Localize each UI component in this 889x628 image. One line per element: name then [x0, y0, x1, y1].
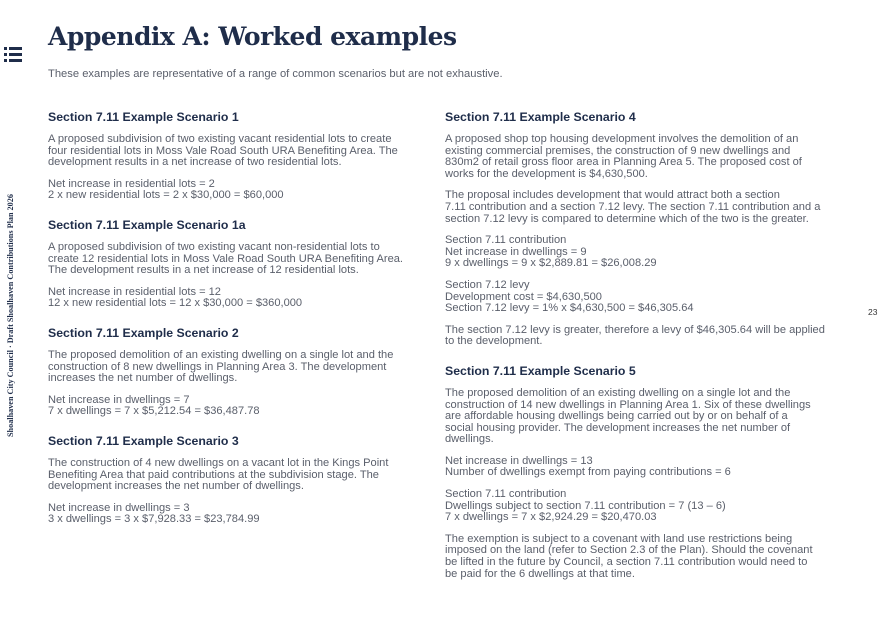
right-column	[445, 110, 840, 596]
text-line: Section 7.11 contribution	[445, 488, 567, 501]
section-paragraph	[445, 235, 840, 270]
text-line: The development results in a net increase of 12 residential lots.	[48, 264, 359, 277]
section-paragraph	[445, 388, 840, 446]
text-line: Number of dwellings exempt from paying contributions = 6	[445, 466, 731, 479]
section-paragraph	[445, 134, 840, 180]
text-line: 7 x dwellings = 7 x $5,212.54 = $36,487.78	[48, 405, 260, 418]
text-line: 830m2 of retail gross floor area in Planning Area 5. The proposed cost of	[445, 156, 802, 169]
text-line: Net increase in dwellings = 13	[445, 454, 593, 467]
text-line: Net increase in dwellings = 7	[48, 393, 190, 406]
section-heading: Section 7.11 Example Scenario 1a	[48, 217, 246, 232]
text-line: increases the net number of dwellings.	[48, 372, 238, 385]
text-line: Net increase in residential lots = 2	[48, 177, 215, 190]
text-line: Net increase in residential lots = 12	[48, 285, 221, 298]
list-icon-dot	[4, 59, 7, 62]
text-line: be lifted in the future by Council, a section 7.11 contribution would need to	[445, 556, 808, 569]
example-section	[445, 364, 840, 580]
example-section	[48, 434, 426, 526]
text-line: works for the development is $4,630,500.	[445, 167, 648, 180]
text-line: section 7.12 levy is compared to determine which of the two is the greater.	[445, 212, 809, 225]
text-line: The proposal includes development that would attract both a section	[445, 189, 780, 202]
text-line: be paid for the 6 dwellings at that time.	[445, 567, 635, 580]
text-line: 12 x new residential lots = 12 x $30,000 = $360,000	[48, 297, 303, 310]
text-line: 9 x dwellings = 9 x $2,889.81 = $26,008.29	[445, 257, 657, 270]
text-line: The proposed demolition of an existing dwelling on a single lot and the	[48, 348, 394, 361]
text-line: existing commercial premises, the construction of 9 new dwellings and	[445, 144, 791, 157]
section-paragraph	[48, 503, 426, 526]
text-line: are affordable housing dwellings being carried out by or on behalf of a	[445, 410, 788, 423]
text-line: Dwellings subject to section 7.11 contribution = 7 (13 – 6)	[445, 499, 726, 512]
section-heading: Section 7.11 Example Scenario 3	[48, 433, 239, 448]
section-heading: Section 7.11 Example Scenario 2	[48, 325, 239, 340]
page-title: Appendix A: Worked examples	[48, 22, 457, 51]
section-paragraph	[48, 242, 426, 277]
section-heading: Section 7.11 Example Scenario 5	[445, 363, 636, 378]
page-number: 23	[868, 307, 878, 317]
example-section	[48, 110, 426, 202]
list-icon-dot	[4, 53, 7, 56]
text-line: 7.11 contribution and a section 7.12 levy. The section 7.11 contribution and a	[445, 200, 821, 213]
left-column	[48, 110, 426, 542]
section-paragraph	[445, 280, 840, 315]
text-line: four residential lots in Moss Vale Road South URA Benefiting Area. The	[48, 144, 398, 157]
text-line: development increases the net number of dwellings.	[48, 480, 304, 493]
section-paragraph	[48, 287, 426, 310]
text-line: Section 7.12 levy = 1% x $4,630,500 = $46,305.64	[445, 302, 694, 315]
text-line: Section 7.12 levy	[445, 278, 530, 291]
text-line: 3 x dwellings = 3 x $7,928.33 = $23,784.99	[48, 513, 260, 526]
text-line: Section 7.11 contribution	[445, 234, 567, 247]
list-icon-bar	[9, 53, 22, 56]
list-icon[interactable]	[4, 46, 22, 62]
section-paragraph	[445, 489, 840, 524]
text-line: construction of 8 new dwellings in Planning Area 3. The development	[48, 360, 387, 373]
section-paragraph	[48, 395, 426, 418]
text-line: imposed on the land (refer to Section 2.3 of the Plan). Should the covenant	[445, 544, 813, 557]
example-section	[48, 326, 426, 418]
section-paragraph	[445, 456, 840, 479]
text-line: 7 x dwellings = 7 x $2,924.29 = $20,470.03	[445, 511, 657, 524]
text-line: to the development.	[445, 335, 543, 348]
text-line: 2 x new residential lots = 2 x $30,000 = $60,000	[48, 189, 284, 202]
running-title: Shoalhaven City Council · Draft Shoalhaven Contributions Plan 2026	[6, 194, 15, 437]
section-paragraph	[48, 179, 426, 202]
example-section	[48, 218, 426, 310]
section-paragraph	[48, 458, 426, 493]
section-paragraph	[445, 190, 840, 225]
text-line: A proposed subdivision of two existing vacant residential lots to create	[48, 133, 392, 145]
text-line: Development cost = $4,630,500	[445, 290, 602, 303]
text-line: create 12 residential lots in Moss Vale Road South URA Benefiting Area.	[48, 252, 403, 265]
section-paragraph	[445, 534, 840, 580]
text-line: The proposed demolition of an existing dwelling on a single lot and the	[445, 386, 791, 399]
text-line: A proposed subdivision of two existing vacant non-residential lots to	[48, 240, 380, 253]
text-line: The construction of 4 new dwellings on a vacant lot in the Kings Point	[48, 456, 389, 469]
section-heading: Section 7.11 Example Scenario 1	[48, 110, 239, 124]
text-line: construction of 14 new dwellings in Planning Area 1. Six of these dwellings	[445, 398, 811, 411]
text-line: social housing provider. The development increases the net number of	[445, 421, 791, 434]
list-icon-bar	[9, 59, 22, 62]
section-heading: Section 7.11 Example Scenario 4	[445, 110, 636, 124]
section-paragraph	[48, 134, 426, 169]
text-line: development results in a net increase of two residential lots.	[48, 156, 342, 169]
text-line: The exemption is subject to a covenant with land use restrictions being	[445, 532, 793, 545]
text-line: A proposed shop top housing development involves the demolition of an	[445, 133, 799, 145]
text-line: Net increase in dwellings = 9	[445, 245, 587, 258]
text-line: Net increase in dwellings = 3	[48, 501, 190, 514]
section-paragraph	[48, 350, 426, 385]
text-line: Benefiting Area that paid contributions at the subdivision stage. The	[48, 468, 379, 481]
text-line: The section 7.12 levy is greater, therefore a levy of $46,305.64 will be applied	[445, 323, 825, 336]
section-paragraph	[445, 325, 840, 348]
text-line: dwellings.	[445, 433, 494, 446]
example-section	[445, 110, 840, 348]
list-icon-bar	[9, 47, 22, 50]
page-subtitle: These examples are representative of a range of common scenarios but are not exhaustive.	[48, 68, 503, 80]
list-icon-dot	[4, 47, 7, 50]
